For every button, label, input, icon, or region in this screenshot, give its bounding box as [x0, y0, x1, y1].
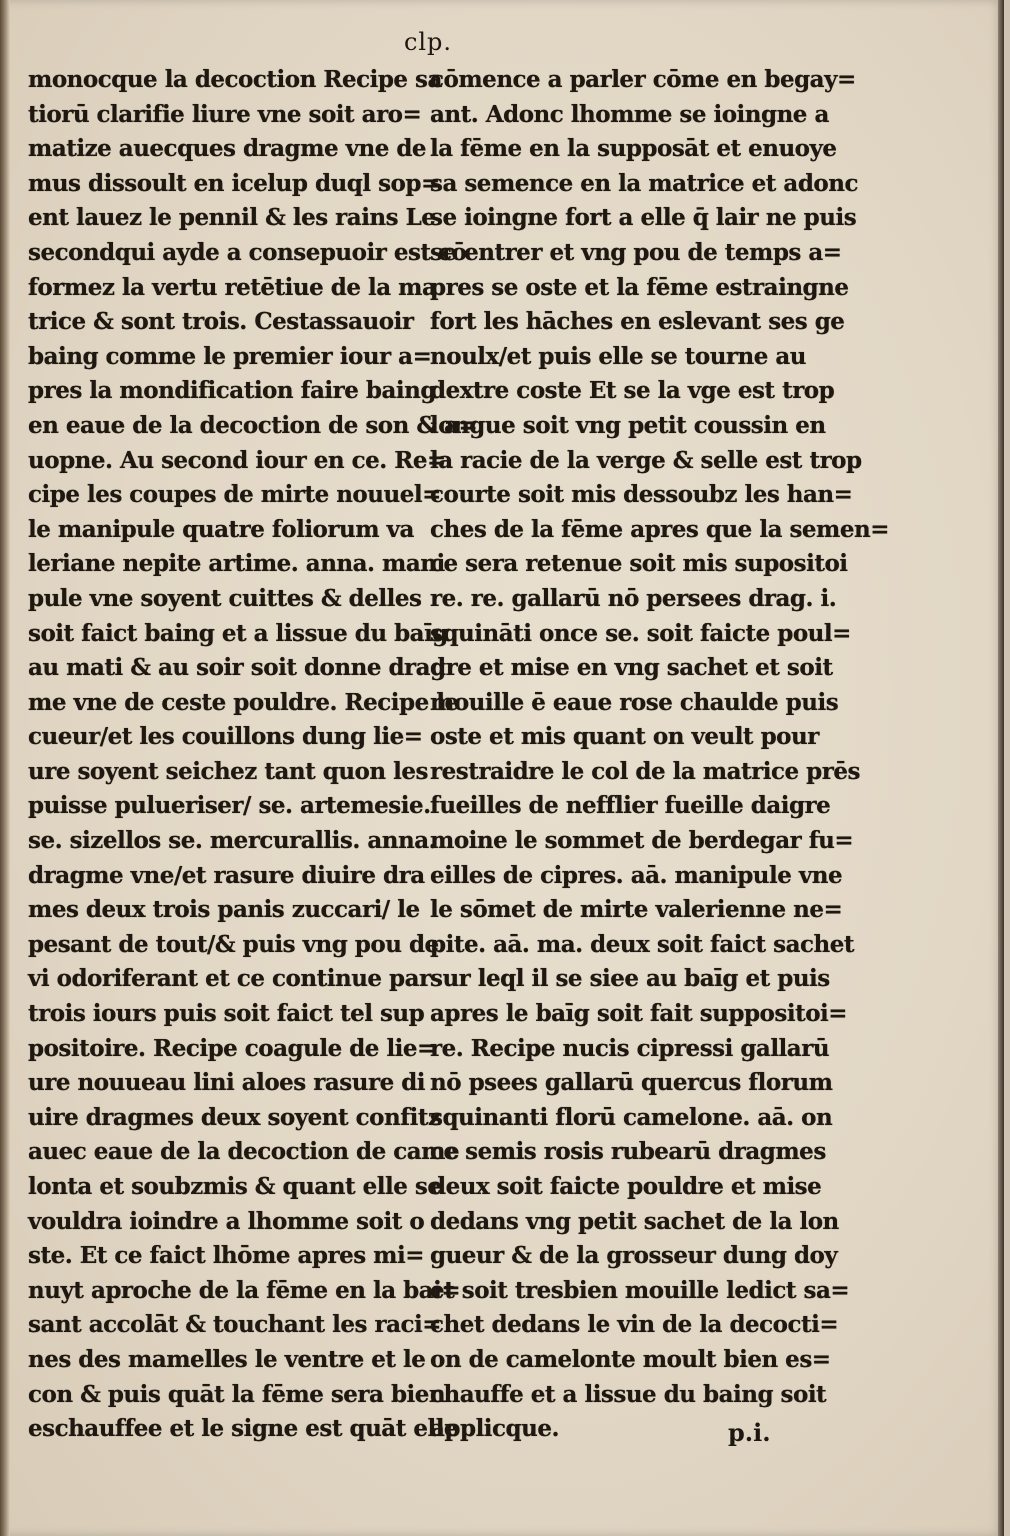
text-line: chet dedans le vin de la decocti= [430, 1311, 839, 1339]
text-line: on de camelonte moult bien es= [430, 1345, 831, 1373]
text-line: dedans vng petit sachet de la lon [430, 1207, 839, 1235]
text-line: en eaue de la decoction de son & a= [28, 411, 478, 439]
text-line: ste. Et ce faict lhōme apres mi= [28, 1242, 425, 1270]
text-line: se ioingne fort a elle q̄ lair ne puis [430, 204, 857, 232]
text-line: secondqui ayde a consepuoir est cō [28, 238, 467, 266]
text-line: lonta et soubzmis & quant elle se [28, 1173, 442, 1200]
text-line: dextre coste Et se la vge est trop [430, 377, 835, 405]
text-line: baing comme le premier iour a= [28, 342, 432, 370]
text-line: cueur/et les couillons dung lie= [28, 723, 423, 751]
text-line: uopne. Au second iour en ce. Re= [28, 446, 446, 474]
text-line: dragme vne/et rasure diuire dra [28, 861, 425, 889]
text-line: eilles de cipres. aā. manipule vne [430, 861, 843, 889]
text-line: le manipule quatre foliorum va [28, 515, 414, 543]
text-line: sur leql il se siee au baīg et puis [430, 965, 830, 993]
text-line: nuyt aproche de la fēme en la bai= [28, 1276, 461, 1304]
text-line: ant. Adonc lhomme se ioingne a [430, 100, 829, 128]
text-line: squināti once se. soit faicte poul= [430, 619, 851, 647]
text-line: re. re. gallarū nō persees drag. i. [430, 584, 837, 612]
signature-mark: p.i. [728, 1418, 771, 1447]
text-line: oste et mis quant on veult pour [430, 723, 819, 751]
text-line: ce semis rosis rubearū dragmes [430, 1138, 826, 1166]
text-line: mouille ē eaue rose chaulde puis [430, 688, 839, 716]
text-line: se entrer et vng pou de temps a= [430, 238, 842, 266]
text-line: apres le baīg soit fait suppositoi= [430, 1000, 848, 1028]
text-line: me vne de ceste pouldre. Recipe le [28, 688, 459, 716]
text-line: nō psees gallarū quercus florum [430, 1069, 833, 1097]
text-line: leriane nepite artime. anna. mani [28, 550, 445, 578]
text-line: fort les hāches en eslevant ses ge [430, 308, 845, 336]
text-line: pesant de tout/& puis vng pou de [28, 930, 439, 958]
text-line: nes des mamelles le ventre et le [28, 1345, 426, 1373]
text-line: puisse pulueriser/ se. artemesie. [28, 792, 431, 820]
text-line: tiorū clarifie liure vne soit aro= [28, 100, 422, 128]
text-line: gueur & de la grosseur dung doy [430, 1242, 838, 1270]
text-line: se. sizellos se. mercurallis. anna. [28, 827, 437, 855]
text-line: sant accolāt & touchant les raci= [28, 1311, 442, 1339]
text-line: matize auecques dragme vne de [28, 135, 427, 163]
text-line: vi odoriferant et ce continue par [28, 965, 431, 993]
text-line: cipe les coupes de mirte nouuel= [28, 481, 441, 509]
text-line: trice & sont trois. Cestassauoir [28, 308, 414, 336]
text-line: pres se oste et la fēme estraingne [430, 273, 849, 301]
text-line: la racie de la verge & selle est trop [430, 446, 862, 474]
text-line: pule vne soyent cuittes & delles [28, 584, 422, 612]
text-line: moine le sommet de berdegar fu= [430, 827, 854, 855]
text-line: restraidre le col de la matrice prēs [430, 757, 860, 785]
text-line: auec eaue de la decoction de came [28, 1138, 460, 1166]
text-line: monocque la decoction Recipe sa [28, 66, 442, 93]
text-line: formez la vertu retētiue de la ma [28, 273, 437, 301]
text-column-left [28, 63, 478, 1447]
text-line: le sōmet de mirte valerienne ne= [430, 896, 843, 924]
text-line: pite. aā. ma. deux soit faict sachet [430, 930, 854, 958]
text-line: ure soyent seichez tant quon les [28, 757, 428, 785]
text-line: positoire. Recipe coagule de lie= [28, 1034, 436, 1062]
text-line: con & puis quāt la fēme sera bien [28, 1380, 446, 1408]
text-line: au mati & au soir soit donne drag [28, 654, 446, 682]
text-line: cōmence a parler cōme en begay= [430, 66, 856, 93]
text-line: mus dissoult en icelup duql sop= [28, 169, 440, 197]
text-line: soit faict baing et a lissue du baīg [28, 619, 448, 647]
text-line: pres la mondification faire baing [28, 377, 436, 405]
text-line: vouldra ioindre a lhomme soit o [28, 1207, 425, 1235]
text-column-right [430, 63, 890, 1447]
page-gutter [0, 0, 10, 1536]
page-edge [998, 0, 1004, 1536]
text-line: re. Recipe nucis cipressi gallarū [430, 1034, 830, 1062]
text-line: deux soit faicte pouldre et mise [430, 1173, 822, 1200]
text-line: trois iours puis soit faict tel sup [28, 1000, 425, 1028]
text-line: ure nouueau lini aloes rasure di [28, 1069, 426, 1097]
text-line: ent lauez le pennil & les rains Le [28, 204, 436, 232]
text-line: et soit tresbien mouille ledict sa= [430, 1276, 850, 1304]
text-line: la fēme en la supposāt et enuoye [430, 135, 837, 163]
text-line: ches de la fēme apres que la semen= [430, 515, 890, 543]
folio-number: clp. [403, 28, 453, 56]
text-line: longue soit vng petit coussin en [430, 411, 826, 439]
text-line: eschauffee et le signe est quāt elle [28, 1415, 459, 1443]
text-line: sa semence en la matrice et adonc [430, 169, 858, 197]
text-line: fueilles de nefflier fueille daigre [430, 792, 831, 820]
text-line: uire dragmes deux soyent confitz [28, 1103, 441, 1131]
text-line: ce sera retenue soit mis supositoi [430, 550, 848, 578]
text-line: dre et mise en vng sachet et soit [430, 654, 833, 682]
text-line: squinanti florū camelone. aā. on [430, 1103, 833, 1131]
text-line: courte soit mis dessoubz les han= [430, 481, 853, 509]
text-line: applicque. [430, 1415, 559, 1443]
text-line: mes deux trois panis zuccari/ le [28, 896, 420, 924]
text-line: chauffe et a lissue du baing soit [430, 1380, 827, 1408]
text-line: noulx/et puis elle se tourne au [430, 342, 807, 370]
